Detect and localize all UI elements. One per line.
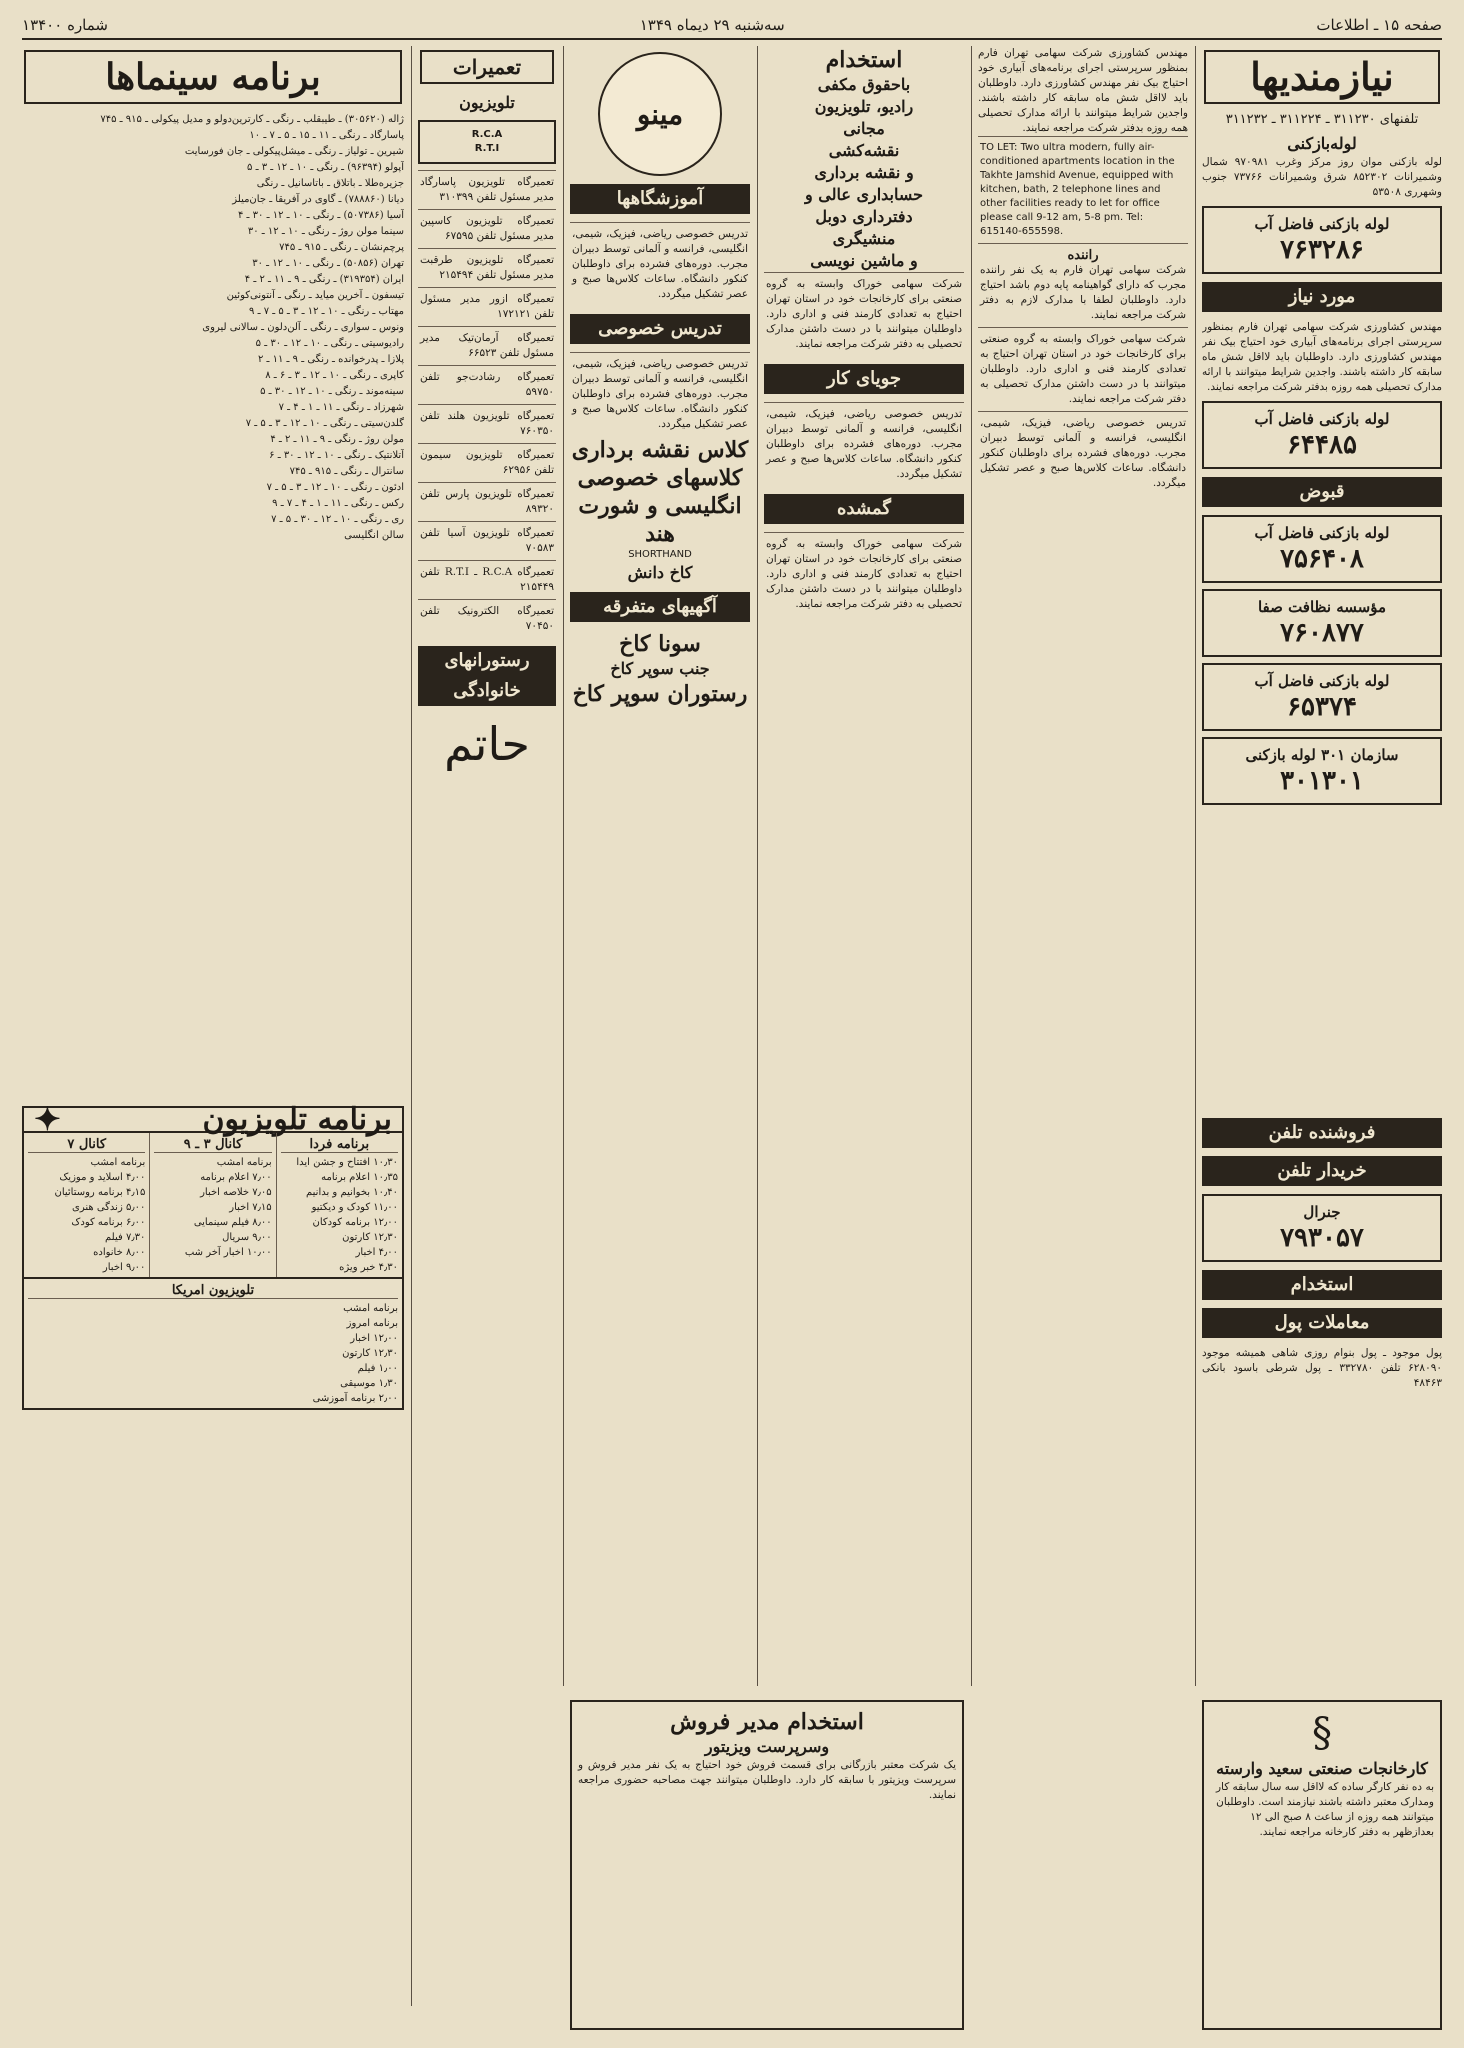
tv-item: ۷٫۱۵ اخبار [229,1202,272,1213]
employment-line: نقشه‌کشی [828,141,900,160]
cinema-entry: کاپری ـ رنگی ـ ۱۰ ـ ۱۲ ـ ۳ ـ ۶ ـ ۸ [265,370,404,381]
needs-title: نیازمندیها [1204,50,1440,104]
tv-channel-grid [24,1133,402,1277]
employment-body-2: شرکت سهامی خوراک وابسته به گروه صنعتی برای کارخانجات خود در استان تهران احتیاج به تعدادی کارمند فنی و اداری دارد. داوطلبان میتوانند با در دست داشتن مدارک تحصیلی به دفتر شرکت مراجعه نمایند. [978,327,1188,411]
employment-subtitle: باحقوق مکفی [817,75,911,94]
cinema-entry: پلازا ـ پدرخوانده ـ رنگی ـ ۹ ـ ۱۱ ـ ۲ [257,354,404,365]
repair-entry: تعمیرگاه تلویزیون پارس تلفن ۸۹۳۲۰ [418,482,556,521]
repair-entry: تعمیرگاه الکترونیک تلفن ۷۰۴۵۰ [418,599,556,638]
sauna-title: سونا کاخ [619,631,701,657]
rca-box: R.C.A R.T.I [418,120,556,164]
tv-item: برنامه امشب [216,1157,272,1168]
section-receipts: قبوض [1202,477,1442,507]
tv-item: برنامه امشب [90,1157,146,1168]
cinema-entry: پاسارگاد ـ رنگی ـ ۱۱ ـ ۱۵ ـ ۵ ـ ۷ ـ ۱۰ [249,130,404,141]
sales-manager-text: یک شرکت معتبر بازرگانی برای قسمت فروش خود احتیاج به یک نفر مدیر فروش و سرپرست ویزیتور با سابقه کار دارد. داوطلبان میتوانند جهت مصاحبه حضوری مراجعه نمایند. [578,1759,956,1801]
tv-item: ۵٫۰۰ زندگی هنری [72,1202,146,1213]
lost-body: شرکت سهامی خوراک وابسته به گروه صنعتی برای کارخانجات خود در استان تهران احتیاج به تعدادی کارمند فنی و اداری دارد. داوطلبان میتوانند با در دست داشتن مدارک تحصیلی به دفتر شرکت مراجعه نمایند. [764,532,964,616]
tv-program-box [22,1100,404,1410]
money-text: پول موجود ـ پول بنوام روزی شاهی همیشه موجود ۶۲۸۰۹۰ تلفن ۳۳۲۷۸۰ ـ پول شرطی باسود بانکی ۴۸۴۶۳ [1202,1347,1442,1389]
training-body: تدریس خصوصی ریاضی، فیزیک، شیمی، انگلیسی، فرانسه و آلمانی توسط دبیران مجرب. دوره‌های فشرده برای داوطلبان کنکور دانشگاه. ساعات کلاس‌ها صبح و عصر تشکیل میگردد. [570,222,750,306]
tv-channel-name: تلویزیون امریکا [28,1283,398,1299]
section-lost: گمشده [764,494,964,524]
tv-item: ۱۰٫۳۵ اعلام برنامه [321,1172,398,1183]
cinema-entry: شیرین ـ تولیاز ـ رنگی ـ میشل‌پیکولی ـ جان فورسایت [184,146,404,157]
page-header [22,12,1442,40]
cinema-entry: ری ـ رنگی ـ ۱۰ ـ ۱۲ ـ ۳۰ ـ ۵ ـ ۷ [271,514,404,525]
tv-channel [149,1133,275,1277]
cinema-english-note: سالن انگلیسی [344,530,404,541]
tv-item: ۱۰٫۳۰ افتتاح و جشن ایدا [296,1157,398,1168]
cinema-entry: دیانا (۷۸۸۸۶۰) ـ گاوی در آفریقا ـ جان‌میلز [232,194,404,205]
cinema-column [22,46,404,1086]
plumbing-text: لوله بازکنی موان روز مرکز وغرب ۹۷۰۹۸۱ شمال وشمیرانات ۸۵۲۳۰۲ شرق وشمیرانات ۷۳۷۶۶ جنوب وشهرری ۵۳۵۰۸ [1202,156,1442,198]
column-rule [1195,46,1196,1686]
cinema-entry: سینه‌موند ـ رنگی ـ ۱۰ ـ ۱۲ ـ ۳۰ ـ ۵ [260,386,404,397]
sales-manager-ad [570,1700,964,2030]
employment-line: منشیگری [832,229,896,248]
tv-item: ۷٫۰۰ اعلام برنامه [200,1172,272,1183]
issue-number: شماره ۱۳۴۰۰ [22,16,108,34]
tv-program-column [22,1100,404,2020]
cinema-entry: ایران (۳۱۹۳۵۴) ـ رنگی ـ ۹ ـ ۱۱ ـ ۲ ـ ۴ [244,274,404,285]
needs-body: مهندس کشاورزی شرکت سهامی تهران فارم بمنظور سرپرستی اجرای برنامه‌های آبیاری خود احتیاج بیک نفر مهندس کشاورزی دارد. داوطلبان باید لااقل شش ماه سابقه کار داشته باشند. واجدین شرایط میتوانند با ارائه مدارک تحصیلی همه روزه بدفتر شرکت مراجعه نمایند. [1202,321,1442,393]
english-class-title: کلاسهای خصوصی انگلیسی و شورت هند [577,465,743,547]
tv-item: برنامه امروز [346,1318,398,1329]
employment-title: استخدام [825,47,903,73]
kakh-danesh: کاخ دانش [627,563,693,582]
cinema-listings [22,112,404,544]
employment-line: و ماشین نویسی [810,251,918,270]
phone-box-2: لوله بازکنی فاضل آب ۶۴۴۸۵ [1202,401,1442,469]
class-title: کلاس نقشه برداری [571,437,749,463]
cinema-entry: مهتاب ـ رنگی ـ ۱۰ ـ ۱۲ ـ ۳ ـ ۵ ـ ۷ ـ ۹ [249,306,404,317]
employment-line: رادیو، تلویزیون [814,97,914,116]
repair-entry: تعمیرگاه تلویزیون سیمون تلفن ۶۲۹۵۶ [418,443,556,482]
tv-program-title: برنامه تلویزیون [202,1102,392,1137]
column-rule [757,46,758,1686]
needs-column-lower [1202,1110,1442,1690]
repair-entry: تعمیرگاه تلویزیون طرقبت مدیر مسئول تلفن ۲۱۵۴۹۴ [418,248,556,287]
tv-item: ۴٫۱۵ برنامه روستائیان [54,1187,146,1198]
repair-entry: تعمیرگاه ازور مدیر مسئول تلفن ۱۷۲۱۲۱ [418,287,556,326]
tv-channel [24,1133,149,1277]
sauna-sub: جنب سوپر کاخ [610,659,710,678]
restaurant-title: رستوران سوپر کاخ [572,681,748,707]
plumbing-title: لوله‌بازکنی [1287,134,1357,153]
english-ad: TO LET: Two ultra modern, fully air-conditioned apartments location in the Takhte Jamshid Avenue, equipped with kitchen, bath, 2 telephone lines and other facilities ready to let for office please call 9-12 am, 5-8 pm. Tel: 615140-655598. [978,136,1188,243]
shorthand-label: SHORTHAND [628,549,692,560]
column-rule [411,46,412,2006]
section-training: آموزشگاهها [570,184,750,214]
tv-item: ۹٫۰۰ سریال [222,1232,272,1243]
page-label: صفحه ۱۵ ـ اطلاعات [1316,16,1442,34]
factory-title: کارخانجات صنعتی سعید وارسته [1216,1759,1428,1778]
needs-column [1202,46,1442,1106]
factory-logo-icon: § [1312,1710,1332,1756]
column-rule [971,46,972,1686]
repair-entry: تعمیرگاه R.C.A ـ R.T.I تلفن ۲۱۵۴۴۹ [418,560,556,599]
phone-box-4: مؤسسه نظافت صفا ۷۶۰۸۷۷ [1202,589,1442,657]
section-phone-seller: فروشنده تلفن [1202,1118,1442,1148]
repair-entry: تعمیرگاه تلویزیون هلند تلفن ۷۶۰۳۵۰ [418,404,556,443]
repair-sub: تلویزیون [459,93,515,112]
tv-item: ۸٫۰۰ فیلم سینمایی [193,1217,272,1228]
tv-item: ۴٫۳۰ خبر ویژه [339,1262,398,1273]
cinema-entry: پرچم‌نشان ـ رنگی ـ ۹۱۵ ـ ۷۴۵ [279,242,404,253]
phone-box-1: لوله بازکنی فاضل آب ۷۶۳۲۸۶ [1202,206,1442,274]
hatam-logo: حاتم [444,717,530,771]
employment-column [764,46,964,1686]
repair-entry: تعمیرگاه تلویزیون آسیا تلفن ۷۰۵۸۳ [418,521,556,560]
repair-entry: تعمیرگاه تلویزیون کاسپین مدیر مسئول تلفن ۶۷۵۹۵ [418,209,556,248]
school-body-2: تدریس خصوصی ریاضی، فیزیک، شیمی، انگلیسی، فرانسه و آلمانی توسط دبیران مجرب. دوره‌های فشرده برای داوطلبان کنکور دانشگاه. ساعات کلاس‌ها صبح و عصر تشکیل میگردد. [978,411,1188,495]
lion-icon: ✦ [34,1100,61,1138]
repair-entry: تعمیرگاه آرمان‌تیک مدیر مسئول تلفن ۶۶۵۲۳ [418,326,556,365]
repair-entry: تعمیرگاه تلویزیون پاسارگاد مدیر مسئول تلفن ۳۱۰۳۹۹ [418,170,556,209]
tv-item: ۱۲٫۳۰ کارتون [342,1348,398,1359]
factory-ad [1202,1700,1442,2030]
tv-channel-name: کانال ۳ ـ ۹ [154,1137,271,1153]
tv-item: ۱۲٫۰۰ برنامه کودکان [312,1217,398,1228]
tv-item: ۴٫۰۰ اخبار [355,1247,398,1258]
cinema-entry: تهران (۵۰۸۵۶) ـ رنگی ـ ۱۰ ـ ۱۲ ـ ۳۰ [252,258,404,269]
employment-body: شرکت سهامی خوراک وابسته به گروه صنعتی برای کارخانجات خود در استان تهران احتیاج به تعدادی کارمند فنی و اداری دارد. داوطلبان میتوانند با در دست داشتن مدارک تحصیلی به دفتر شرکت مراجعه نمایند. [764,272,964,356]
cinema-entry: سینما مولن روژ ـ رنگی ـ ۱۰ ـ ۱۲ ـ ۳۰ [247,226,404,237]
tv-item: ۱۰٫۰۰ اخبار آخر شب [184,1247,272,1258]
cinema-entry: تیسفون ـ آخرین میاید ـ رنگی ـ آنتونی‌کوئین [226,290,404,301]
tv-item: ۷٫۰۵ خلاصه اخبار [200,1187,272,1198]
tv-item: ۱۲٫۰۰ اخبار [350,1333,398,1344]
issue-date: سه‌شنبه ۲۹ دیماه ۱۳۴۹ [639,16,785,34]
cinema-entry: رادیوسیتی ـ رنگی ـ ۱۰ ـ ۱۲ ـ ۳۰ ـ ۵ [255,338,404,349]
phone-box-3: لوله بازکنی فاضل آب ۷۵۶۴۰۸ [1202,515,1442,583]
cinema-entry: شهرزاد ـ رنگی ـ ۱۱ ـ ۱ ـ ۴ ـ ۷ [278,402,404,413]
jobs-body: تدریس خصوصی ریاضی، فیزیک، شیمی، انگلیسی، فرانسه و آلمانی توسط دبیران مجرب. دوره‌های فشرده برای داوطلبان کنکور دانشگاه. ساعات کلاس‌ها صبح و عصر تشکیل میگردد. [764,402,964,486]
section-money: معاملات پول [1202,1308,1442,1338]
cinema-entry: مولن روژ ـ رنگی ـ ۹ ـ ۱۱ ـ ۲ ـ ۴ [270,434,404,445]
cinema-entry: رکس ـ رنگی ـ ۱۱ ـ ۱ ـ ۴ ـ ۷ ـ ۹ [272,498,404,509]
section-needs: مورد نیاز [1202,282,1442,312]
tv-channel [276,1133,402,1277]
phone-box-7: جنرال ۷۹۳۰۵۷ [1202,1194,1442,1262]
sales-manager-title: استخدام مدیر فروش [670,1709,864,1735]
repair-entry: تعمیرگاه رشادت‌جو تلفن ۵۹۷۵۰ [418,365,556,404]
tv-item: ۱۰٫۴۰ بخوانیم و بدانیم [305,1187,398,1198]
cinema-entry: ونوس ـ سواری ـ رنگی ـ آلن‌دلون ـ سالانی لیروی [202,322,404,333]
section-jobs: جویای کار [764,364,964,394]
tv-channel-grid-2 [24,1277,402,1408]
tv-item: برنامه امشب [343,1303,398,1314]
schools-column [570,46,750,1686]
cinema-entry: آسیا (۵۰۷۳۸۶) ـ رنگی ـ ۱۰ ـ ۱۲ ـ ۳۰ ـ ۴ [237,210,404,221]
cinema-entry: آپولو (۹۶۳۹۴) ـ رنگی ـ ۱۰ ـ ۱۲ ـ ۳ ـ ۵ [247,162,404,173]
phone-box-6: سازمان ۳۰۱ لوله بازکنی ۳۰۱۳۰۱ [1202,737,1442,805]
section-phone-buyer: خریدار تلفن [1202,1156,1442,1186]
tv-item: ۶٫۰۰ برنامه کودک [71,1217,146,1228]
employment-line: دفترداری دوبل [815,207,913,226]
section-employment: استخدام [1202,1270,1442,1300]
employment-line: حسابداری عالی و [804,185,924,204]
column-rule [563,46,564,1686]
minoo-emblem: مینو [598,52,722,176]
tv-channel-name: کانال ۷ [28,1137,145,1153]
phone-box-5: لوله بازکنی فاضل آب ۶۵۳۷۴ [1202,663,1442,731]
cinema-title: برنامه سینماها [24,50,402,104]
tv-channel-name: برنامه فردا [281,1137,398,1153]
employment-line: مجانی [843,119,885,138]
tv-item: ۱۲٫۳۰ کارتون [342,1232,398,1243]
tv-item: ۴٫۰۰ اسلاید و موزیک [59,1172,146,1183]
private-body: تدریس خصوصی ریاضی، فیزیک، شیمی، انگلیسی، فرانسه و آلمانی توسط دبیران مجرب. دوره‌های فشرده برای داوطلبان کنکور دانشگاه. ساعات کلاس‌ها صبح و عصر تشکیل میگردد. [570,352,750,436]
tv-item: ۱۱٫۰۰ کودک و دیکتیو [311,1202,398,1213]
factory-text: به ده نفر کارگر ساده که لااقل سه سال سابقه کار ومدارک معتبر داشته باشند نیازمند است. داوطلبان میتوانند همه روزه از ساعت ۸ صبح الی ۱۲ بعدازظهر به دفتر کارخانه مراجعه نمایند. [1215,1781,1434,1838]
section-misc: آگهیهای متفرقه [570,592,750,622]
sales-manager-sub: وسرپرست ویزیتور [704,1737,830,1756]
employment-line: و نقشه برداری [814,163,914,182]
tv-item: ۷٫۳۰ فیلم [105,1232,146,1243]
cinema-entry: ژاله (۳۰۵۶۲۰) ـ طیبقلب ـ رنگی ـ کارترین‌دولو و مدیل پیکولی ـ ۹۱۵ ـ ۷۴۵ [100,114,404,125]
needs-phones: تلفنهای ۳۱۱۲۳۰ ـ ۳۱۱۲۲۴ ـ ۳۱۱۲۳۲ [1225,112,1419,127]
tv-item: ۲٫۰۰ برنامه آموزشی [312,1393,398,1404]
tv-program-header [24,1100,402,1138]
tv-item: ۱٫۰۰ فیلم [357,1363,398,1374]
family-restaurants: رستورانهای خانوادگی [418,646,556,706]
cinema-entry: ادئون ـ رنگی ـ ۱۰ ـ ۱۲ ـ ۳ ـ ۵ ـ ۷ [266,482,404,493]
section-private: تدریس خصوصی [570,314,750,344]
tv-item: ۹٫۰۰ اخبار [102,1262,146,1273]
tv-item: ۱٫۳۰ موسیقی [340,1378,398,1389]
cinema-entry: جزیره‌طلا ـ باتلاق ـ باتاسانیل ـ رنگی [256,178,404,189]
needs-body-cont: مهندس کشاورزی شرکت سهامی تهران فارم بمنظور سرپرستی اجرای برنامه‌های آبیاری خود احتیاج بیک نفر مهندس کشاورزی دارد. داوطلبان باید لااقل شش ماه سابقه کار داشته باشند. واجدین شرایط میتوانند با ارائه مدارک تحصیلی همه روزه بدفتر شرکت مراجعه نمایند. [978,47,1188,134]
cinema-entry: گلدن‌سیتی ـ رنگی ـ ۱۰ ـ ۱۲ ـ ۳ ـ ۵ ـ ۷ [245,418,404,429]
tv-item: ۸٫۰۰ خانواده [93,1247,146,1258]
driver-ad: راننده شرکت سهامی تهران فارم به یک نفر راننده مجرب که دارای گواهینامه پایه دوم باشد احتیاج دارد. داوطلبان لطفا با مدارک لازم به دفتر شرکت مراجعه نمایند. [978,243,1188,327]
repair-title: تعمیرات [420,50,554,84]
cinema-entry: سانترال ـ رنگی ـ ۹۱۵ ـ ۷۴۵ [289,466,404,477]
tv-channel [24,1279,402,1408]
tv-repair-column [418,46,556,1686]
cinema-entry: آتلانتیک ـ رنگی ـ ۱۰ ـ ۱۲ ـ ۳۰ ـ ۶ [269,450,404,461]
ads-column-2 [978,46,1188,1686]
